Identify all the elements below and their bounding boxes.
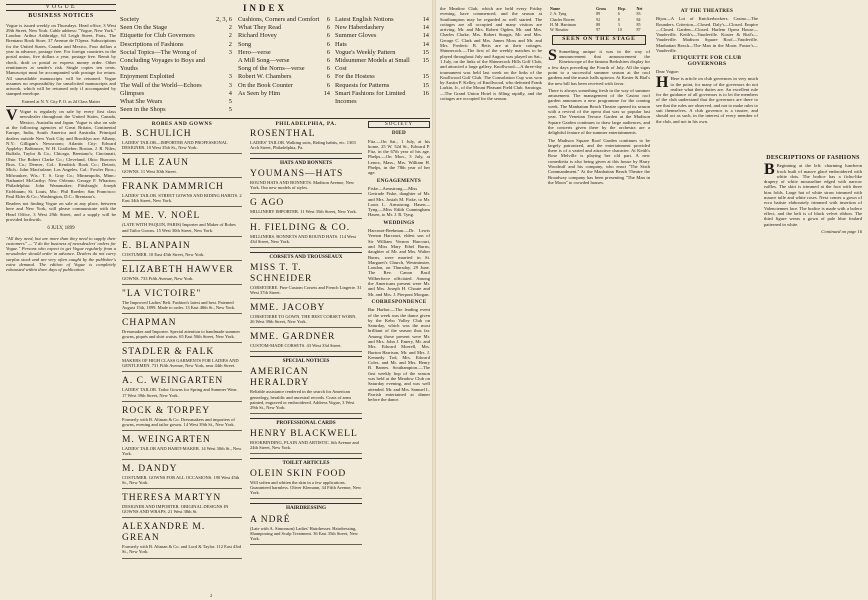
advertisement-text: Formerly with B. Altman & Co. and Lord & Taylor. 112 East 43rd St., New York. — [122, 544, 242, 555]
advertisement-text: Formerly with B. Altman & Co. Dressmakers and importers of gowns, evening and tailor gowns. 14 West 39th St., New York. — [122, 416, 235, 427]
advertisement-text: CUSTOM-MADE CORSETS. 43 West 33d Street. — [250, 343, 342, 349]
advertisement-text: GOWNS. 733 Fifth Avenue, New York. — [122, 275, 194, 281]
index-entry — [120, 73, 232, 81]
score-table-cell: 92 — [596, 16, 601, 22]
advertisement-text: CORSETIERE TO GOWN. THE BEST CORSET WORN. 26 West 39th Street, New York. — [250, 314, 357, 325]
ad-section-title: CORSETS AND TROUSSEAUX — [250, 252, 362, 260]
score-table-cell: 87 — [636, 27, 641, 33]
weddings-title: WEDDINGS — [383, 219, 415, 226]
advertisement — [122, 241, 242, 261]
correspondence-title: CORRESPONDENCE — [371, 298, 427, 305]
index-entry-page: 6 — [326, 32, 330, 40]
index-entry — [238, 57, 330, 65]
advertisement — [122, 406, 242, 431]
advertisement-text: COSTUMER. 10 East 45th Street, New York. — [122, 251, 205, 257]
advertisement — [122, 464, 242, 489]
advertisement-text: LADIES' TAILOR. Tailor Gowns for Spring and Summer Wear. 17 West 39th Street, New York. — [122, 387, 238, 398]
philadelphia-title: PHILADELPHIA, PA. — [275, 121, 337, 127]
advertisement-text: ROUND HATS AND BONNETS. Madison Avenue, New York. Our new models of styles. — [250, 180, 355, 191]
index-entry — [238, 73, 330, 81]
score-table-cell: 83 — [636, 11, 641, 17]
advertiser-name: G AGO — [250, 198, 285, 209]
score-table-cell: 89 — [596, 11, 601, 17]
advertisement — [122, 289, 242, 314]
index-entry-page: 14 — [323, 89, 330, 97]
advertisement — [122, 129, 242, 154]
advertisement-text: The Improved Ladies' Belt. Fashion's latest and best. Patented August 15th, 1899. Made to order. 13 East 48th St., New York. — [122, 299, 236, 310]
score-table-header: Gross — [596, 6, 607, 11]
died-text: Fitz.—On Sat., 1 July, at his home, 25 W. 52d St., Edward P. Fitz, in the 67th year of his age. Phelps.—On Mon., 3 July, at Lenox, Mass., Mrs. William H. Phelps, in the 78th year of her age. — [368, 138, 430, 176]
ad-section-title: TOILET ARTICLES — [250, 458, 362, 466]
index-entry — [120, 98, 232, 106]
advertisement-text: GOWNS. 11 West 30th Street. — [122, 169, 177, 175]
society-column — [368, 121, 430, 593]
score-table-cell: 84 — [636, 16, 641, 22]
index-entry — [238, 24, 330, 32]
index-entry-label: Hats — [335, 40, 347, 48]
index-entry — [238, 49, 330, 57]
seen-on-stage-title: SEEN ON THE STAGE — [552, 35, 646, 44]
score-table-cell: 6 — [617, 11, 620, 17]
advertiser-name: AMERICAN HERALDRY — [250, 367, 310, 389]
index-entry — [238, 41, 330, 49]
index-entry-page: 14 — [422, 32, 429, 40]
advertisement — [122, 318, 242, 343]
advertisement — [122, 158, 242, 178]
advertiser-name: HENRY BLACKWELL — [250, 428, 358, 439]
roof-garden-text: The Madison Square Roof Garden continues to be largely patronized, and the entertainment provided there is of a varied and attractive character. At Keith's Rose Melville is playing her old part. A new comedietta is also being given at this house by Harry Woodruff and his company, who enact "The Sixth Commandment." At the Manhattan Beach Theatre the Broadway company has been presenting "The Man in the Moon" to crowded houses. — [548, 137, 650, 185]
advertiser-name: M LLE ZAUN — [122, 158, 189, 169]
advertisement — [250, 303, 362, 328]
engagements-text: Fiske—Armstrong.—Miss Gertrude Fiske, daughter of Mr. and Mrs. Josiah M. Fiske, to Mr. Louis L. Armstrong. Hasen—Tyng.—Miss Edith Cunningham Hasen, to Mr. J. R. Tyng. — [368, 185, 430, 218]
advertisement-text: DESIGNER AND IMPORTER. ORIGINAL DESIGNS IN GOWNS AND WRAPS. 21 West 38th St. — [122, 504, 229, 515]
advertisement — [250, 429, 362, 454]
etiquette-salutation: Dear Vogue: — [656, 68, 679, 74]
score-table-cell: Charles Bowen — [550, 16, 575, 22]
weddings-text: Harcourt-Beekman.—Dr. Lewis Vernon Harcourt, eldest son of Sir William Vernon Harcourt, and Miss Mary Ethel Burns, daughter of Mr. and Mrs. Walter Burns, were married in St. Margaret's Church, Westminster, London, on Thursday, 29 June. The Rev. Canon Basil Wilberforce officiated. Among the Americans present were Mr. and Mrs. Joseph H. Choate and Mr. and Mrs. J. Pierpont Morgan. — [368, 228, 430, 297]
index-entry — [120, 90, 232, 98]
notice-text: Readers not finding Vogue on sale at any place, between here and New York, will please communicate with the Head Office, 3 West 29th Street, and a supply will be provided forthwith. — [6, 201, 116, 222]
index-entry — [120, 16, 232, 24]
advertiser-name: YOUMANS—HATS — [250, 169, 344, 180]
index-entry-page: 3 — [228, 48, 232, 56]
advertiser-name: ELIZABETH HAWVER — [122, 264, 234, 275]
advertisement — [122, 211, 242, 236]
left-page-number: 2 — [210, 593, 213, 598]
index-entry-label: Vogue's Weekly Pattern — [335, 48, 396, 56]
index-entry — [238, 32, 330, 40]
index-entry — [335, 24, 429, 32]
ads-column-hats-corsets — [250, 129, 362, 593]
index-entry-label: What She Wears — [120, 98, 163, 106]
index-column-2 — [238, 16, 330, 98]
advertisement-text: Will soften and whiten the skin in a few applications. Guaranteed harmless. Oliver Klemann, 34 Fifth Avenue, New York. — [250, 480, 362, 496]
index-entry-label: Requests for Patterns — [335, 81, 390, 89]
score-table-header: Name — [550, 6, 560, 11]
index-entry-page: 3 — [228, 81, 232, 89]
advertisement-text: BOOKBINDING, PLAIN AND ARTISTIC. 6th Avenue and 24th Street, New York. — [250, 439, 359, 450]
etiquette-text: H Here is article on club governors in very much to the point, for many of the governors do not realize what their duties are. An excellent rule for the guidance of all governors is to let the members of the club understand that the governors are there to see that the rules are observed, and not to make rules to suit themselves. A club governor is a trustee, and should act as such, in the interest of every member of the club, and not in his own. — [656, 74, 758, 124]
advertisement — [122, 182, 242, 207]
score-table-row — [548, 27, 650, 32]
advertiser-name: M. WEINGARTEN — [122, 434, 211, 445]
index-entry-page: 6 — [326, 65, 330, 73]
index-entry-page: 5 — [228, 98, 232, 106]
index-column-3 — [335, 16, 429, 106]
index-entry-label: Robert W. Chambers — [238, 73, 292, 81]
index-entry — [120, 106, 232, 114]
advertisement-text: Reliable assistance rendered in the search for American genealogy, heraldic and ancestral records. Coats of arms painted, engraved or embroidered. Address Vogue, 3 West 29th St., New York. — [250, 389, 355, 410]
index-entry-page: 6 — [326, 24, 330, 32]
engagements-title: ENGAGEMENTS — [376, 177, 422, 184]
index-entry-page: 15 — [422, 73, 429, 81]
index-bottom-rule — [120, 118, 430, 119]
index-entry-label: Cushions, Corners and Comfort — [238, 16, 320, 23]
advertisement — [122, 265, 242, 285]
advertiser-name: MME. GARDNER — [250, 332, 336, 343]
score-table-cell: 88 — [596, 21, 601, 27]
advertiser-name: CHAPMAN — [122, 318, 177, 329]
ad-section-title: HATS AND BONNETS — [250, 158, 362, 166]
advertisement-text: CORSETIERE. Fine Custom Corsets and French Lingerie. 31 West 37th Street. — [250, 284, 362, 295]
index-entry-page: 2 — [228, 32, 232, 40]
advertisement — [250, 367, 362, 413]
index-entry-page: 6 — [326, 40, 330, 48]
advertiser-name: STADLER & FALK — [122, 347, 215, 358]
ad-section-title: PROFESSIONAL CARDS — [250, 418, 362, 426]
index-entry — [335, 57, 429, 73]
advertisement-text: MILLINERY IMPORTER. 11 West 35th Street, New York. — [250, 209, 357, 215]
descriptions-text: B Beginning at the left: charming luncheon frock built of mauve glacé embroidered with white dots. The bodice has a fichu-like drapery of white mousseline edged with narrow ruffles. The skirt is trimmed at the foot with three bias folds. Large hat of white straw trimmed with mauve tulle and white roses. Next comes a gown of ecru batiste elaborately trimmed with insertion of Valenciennes lace. The bodice is made with a bolero effect, and the belt is of black velvet ribbon. The third figure wears a gown of pale blue foulard patterned in white. — [764, 161, 862, 227]
advertisement — [250, 515, 362, 545]
advertisement — [122, 435, 242, 460]
entered-notice: Entered at N. Y. City P. O. as 2d Class Matter — [21, 98, 101, 104]
advertiser-name: M. DANDY — [122, 463, 178, 474]
at-theatres-title: AT THE THEATRES — [680, 8, 734, 14]
index-entry-label: Smart Fashions for Limited Incomes — [335, 89, 406, 106]
date-line: 6 JULY, 1899 — [47, 226, 75, 232]
ads-column-robes — [122, 129, 242, 593]
divider — [6, 106, 116, 107]
advertiser-name: THERESA MARTYN — [122, 493, 222, 504]
society-ornament: SOCIETY — [368, 121, 430, 128]
index-entry-page: 5 — [228, 106, 232, 114]
vogue-agents-text: V Vogue is regularly on sale by every first class newsdealer throughout the United States, Canada, Mexico, Australia and Japan. Vogue is also on sale at the following agencies of Great Britain, Continental Europe, India, South America and Australia. Principal dealers outside New York City and Brooklyn are: Albany, N.Y.: Gilligan's Newsroom; Atlantic City: Edward Appleby; Baltimore, W. H. Gottlieber; Boston, J. R. Niles; Buffalo, Taylor & Co.; Chicago, Brentano's; Cincinnati, Ohio: The Robert Clarke Co.; Cleveland, Ohio: Burrows Bros. Co.; Denver, Col.: Kendrick Book Co.; Detroit, Mich.: John Macfarlane; Los Angeles, Cal.: Fowler Bros.; Milwaukee, Wis.: T. S. Gray Co.; Minneapolis, Minn.: Nathaniel McCarthy; New Orleans: George F. Wharton; Philadelphia: John Wanamaker; Pittsburgh: Joseph Eichbaum; St. Louis, Mo.: Phil Roeder; San Francisco: Paul Elder & Co.; Washington, D.C.: Brentano's. — [6, 107, 116, 199]
index-entry-label: The Wall of the World—Echoes — [120, 81, 202, 89]
index-entry — [238, 90, 330, 98]
advertisement-text: MAKERS OF HIGH CLASS GARMENTS FOR LADIES AND GENTLEMEN. 731 Fifth Avenue, New York, near 44th Street. — [122, 358, 239, 369]
advertisement — [122, 522, 242, 558]
advertisement — [250, 129, 362, 154]
advertiser-name: "LA VICTOIRE" — [122, 288, 202, 299]
advertiser-name: OLEIN SKIN FOOD — [250, 469, 347, 480]
advertisement — [250, 198, 362, 218]
correspondence-text: Bar Harbor.—The leading event of the week was the dance given by the Kebo Valley Club on Saturday, which was the most brilliant of the season thus far. Among those present were Mr. and Mrs. John J. Emery, Mr. and Mrs. Edward Morrell, Mrs. Burton Harrison, Mr. and Mrs. J. Kennedy Tod, Mrs. Edward Coles, and Mr. and Mrs. Henry B. Barnes. Southampton.—The first weekly hop of the season was held at the Meadow Club on Saturday evening, and was well attended. Mr. and Mrs. Samuel L. Parrish entertained at dinner before the dance. — [368, 307, 430, 403]
index-entry — [238, 65, 330, 73]
index-entry — [335, 32, 429, 40]
advertiser-name: A. C. WEINGARTEN — [122, 376, 224, 387]
score-table-cell: W. Rossiter — [550, 27, 569, 33]
index-entry-page: 14 — [422, 16, 429, 23]
index-entry — [120, 24, 232, 32]
advertisement-text: Dressmaker and Importer. Special attention to handmade summer gowns, piqués and shirt waists. 65 East 50th Street, New York. — [122, 329, 240, 340]
advertisement-text: LADIES' TAILOR—IMPORTER AND PROFESSIONAL DESIGNER. 10 West 35th St., New York. — [122, 140, 228, 151]
index-entry-page: 3 — [228, 73, 232, 81]
score-table-cell: 85 — [636, 21, 641, 27]
advertiser-name: B. SCHULICH — [122, 129, 192, 139]
advertisement — [250, 169, 362, 194]
advertisement — [250, 223, 362, 248]
descriptions-title: DESCRIPTIONS OF FASHIONS — [766, 155, 860, 161]
advertiser-name: M ME. V. NOËL — [122, 211, 201, 222]
index-entry-label: Midsummer Models at Small Cost — [335, 57, 410, 73]
score-table-cell: 3 — [617, 21, 620, 27]
index-entry — [335, 49, 429, 57]
advertiser-name: ALEXANDRE M. GREAN — [122, 522, 206, 544]
advertisement-text: LADIES' TAILOR. STREET GOWNS AND RIDING HABITS. 2 East 34th Street, New York. — [122, 193, 242, 204]
advertiser-name: ROCK & TORPEY — [122, 405, 211, 416]
society-continued-column — [440, 6, 542, 594]
advertisement — [250, 469, 362, 499]
score-table-cell: H. M. Harriman — [550, 21, 576, 27]
continued-note: Continued on page 16 — [821, 228, 862, 234]
index-entry-label: Song — [238, 40, 252, 48]
advertiser-name: ROSENTHAL — [250, 129, 316, 139]
index-entry — [335, 16, 429, 24]
etiquette-column — [656, 6, 758, 594]
advertisement-text: LADIES' TAILOR AND HABIT-MAKER. 14 West 30th St., New York. — [122, 445, 242, 456]
index-entry-label: As Seen by Him — [238, 89, 281, 97]
index-entry-page: 14 — [422, 40, 429, 48]
index-entry-label: A Mill Song—verse — [238, 57, 290, 65]
stage-column — [548, 6, 650, 594]
score-table-header: Hcp. — [617, 6, 626, 11]
fashions-column — [764, 6, 862, 594]
index-entry-label: Richard Hovey — [238, 32, 277, 40]
score-table-cell: J. A. Tyng — [550, 11, 567, 17]
advertisement — [122, 493, 242, 518]
index-entry-page: 16 — [422, 89, 429, 97]
index-entry-label: Social Topics—The Wrong of Concluding Voyages to Boys and Youths — [120, 48, 205, 73]
advertisement — [250, 332, 362, 352]
index-entry-page: 14 — [422, 24, 429, 32]
index-entry-page: 15 — [422, 57, 429, 65]
theatres-list: Bijou—A Lot of Knickerbockers. Casino—The Rounders. Criterion—Closed. Daly's—Closed. Empire—Closed. Garden—Closed. Harlem Opera House—Vaudeville. Keith's—Vaudeville. Koster & Bial's—Vaudeville. Madison Square Roof—Vaudeville. Manhattan Beach—The Man in the Moon. Pastor's—Vaudeville. — [656, 16, 758, 54]
business-notices-title: BUSINESS NOTICES — [28, 13, 94, 20]
index-entry-page: 6 — [326, 57, 330, 65]
ad-section-title: SPECIAL NOTICES — [250, 356, 362, 364]
index-entry-label: On the Book Counter — [238, 81, 293, 89]
advertisement — [250, 263, 362, 299]
advertisement — [122, 376, 242, 401]
score-table-cell: 10 — [617, 27, 622, 33]
index-entry-page: 15 — [422, 81, 429, 89]
advertisement-text: LADIES' TAILOR. Walking suits, Riding habits, etc. 1303 Arch Street, Philadelphia, Pa. — [250, 140, 356, 151]
left-sidebar-column — [6, 4, 116, 592]
index-entry — [335, 73, 429, 81]
index-entry-page: 2, 3, 6 — [216, 16, 232, 23]
index-entry — [335, 90, 429, 106]
score-table-cell: 97 — [596, 27, 601, 33]
advertiser-name: H. FIELDING & CO. — [250, 222, 351, 233]
index-entry-page: 4 — [228, 89, 232, 97]
advertiser-name: MME. JACOBY — [250, 303, 326, 314]
advertiser-name: MISS T. T. SCHNEIDER — [250, 262, 313, 284]
index-entry-label: Enjoyment Exploited — [120, 73, 175, 81]
index-entry-label: Etiquette for Club Governors — [120, 32, 195, 40]
index-entry-label: New Haberdashery — [335, 24, 385, 32]
index-entry-page: 6 — [326, 73, 330, 81]
advertiser-name: E. BLANPAIN — [122, 240, 191, 251]
index-entry-page: 6 — [326, 16, 330, 23]
index-entry — [238, 82, 330, 90]
etiquette-title: ETIQUETTE FOR CLUB GOVERNORS — [672, 55, 742, 67]
seen-on-stage-text: There is always something fresh in the way of summer amusement. The management of the Casino roof garden announces a new programme for the coming week. The Manhattan Beach Theatre opened its season with a revival of the opera that was so popular last year. The Venetian Terrace Garden at the Madison Square Garden continues to draw large audiences, and the concerts given there by the orchestra are a delightful feature of the summer entertainments. — [548, 87, 650, 136]
index-column-1 — [120, 16, 232, 114]
index-entry — [238, 16, 330, 24]
robes-gowns-title: ROBES AND GOWNS — [151, 121, 213, 127]
index-entry-label: Summer Gloves — [335, 32, 377, 40]
index-entry-page: 6 — [326, 48, 330, 56]
stage-intro-text: S Something unique it was in the way of announcement that announcement the Kinetoscope of the famous Berkshires display for a few days preceding the Fourth of July. All the signs point to a successful summer season at the roof gardens and the music halls uptown. At Koster & Bial's the new bill has been received with favor. — [548, 46, 650, 86]
index-entry — [335, 82, 429, 90]
advertiser-name: A NDRÉ — [250, 514, 291, 525]
page-fold — [432, 0, 436, 600]
index-entry — [120, 82, 232, 90]
society-continued-text: the Meadow Club, which are held every Friday evening, have commenced, and the season at Southampton may be regarded as well started. The cottages are all occupied and many visitors are arriving. Mr. and Mrs. Robert Ogden, Mr. and Mrs. Charles Clarke, Mrs. Robert Sturgis, Mr. and Mrs. George C. Clark and Mrs. James Moss and Mr. and Mrs. Frederic B. Betts are at their cottages. Shinnecock.—The first of the weekly matches to be played throughout July and August was played on Sat., 1 July, on the links of the Shinnecock Hills Golf Club, and attracted a large gallery. Knollwood.—A three-day tournament was held last week on the links of the Knollwood Golf Club. The Consolation Cup was won by Austin P. Kelley, of Knollwood, who defeated Frank Larkin, Jr., of the Mount Pleasant Field Club. Saratoga.—The Grand Union Hotel is filling rapidly, and the cottages are occupied for the season. — [440, 6, 542, 102]
index-entry-label: Hero—verse — [238, 48, 271, 56]
advertisement-text: (Late with A. Simonson) Ladies' Hairdresser. Hairdressing, Shampooing and Scalp Treatment. 36 East 35th Street, New York. — [250, 525, 358, 541]
index-entry-label: Seen On the Stage — [120, 24, 168, 32]
advertisement-text: MILLINERS. BONNETS AND ROUND HATS. 114 West 43d Street, New York. — [250, 233, 356, 244]
score-table-cell: 8 — [617, 16, 620, 22]
index-entry-page: 6 — [326, 81, 330, 89]
index-entry-label: Glimpses — [120, 89, 145, 97]
index-entry-label: What They Read — [238, 24, 282, 32]
died-title: DIED — [391, 130, 407, 137]
advertisement — [122, 347, 242, 372]
advertiser-name: FRANK DAMMRICH — [122, 182, 224, 193]
index-entry — [120, 41, 232, 49]
index-entry-label: For the Hostess — [335, 73, 375, 81]
index-entry-label: Latest English Notions — [335, 16, 394, 23]
index-entry-page: 2 — [228, 24, 232, 32]
index-entry — [120, 49, 232, 74]
index-entry — [335, 41, 429, 49]
ad-section-title: HAIRDRESSING — [250, 503, 362, 511]
score-table — [548, 6, 650, 32]
index-entry-label: Descriptions of Fashions — [120, 40, 184, 48]
index-entry-page: 15 — [422, 48, 429, 56]
score-table-header: Net — [636, 6, 643, 11]
quote-text: "All they need, but are more than they need to supply their customers" — "I do the business of newsdealers' orders for Vogue." Persons who expect to get Vogue regularly from a newsdealer should order in advance. Dealers do not carry surplus stock and are very often caught by the publisher's extra demand. The edition of Vogue is completely exhausted within three days of publication. — [6, 235, 116, 273]
masthead: VOGUE — [6, 4, 116, 11]
index-entry-label: Song of the Norns—verse — [238, 65, 305, 73]
advertisement-text: COSTUMER. GOWNS FOR ALL OCCASIONS. 190 West 45th St., New York. — [122, 474, 240, 486]
index-entry-label: Seen in the Shops — [120, 106, 166, 114]
index-entry — [120, 32, 232, 40]
index-entry-page: 2 — [228, 40, 232, 48]
advertisement-text: (LATE WITH PAQUIN, PARIS) Importer and Maker of Robes and Tailor Gowns. 15 West 30th Street, New York. — [122, 222, 236, 233]
index-entry-label: Society — [120, 16, 140, 23]
business-notices-text: Vogue is issued weekly on Thursdays. Head office, 3 West 29th Street, New York. Cable address: "Vogue, New York." London: Arthur Ashbridge, 64 Leigh Street, Paris, The Brentano Book Store, 37 Avenue de l'Opera. Subscriptions for the United States, Canada and Mexico, Four dollars a year in advance, postage free. For foreign countries in the postal union, five dollars a year, postage free. Remit by check, draft or postal or express money order. Other remittances at sender's risk. Single copies ten cents. Manuscript must be accompanied with postage for return. All unavailable manuscripts will be returned. Vogue assumes no responsibility for unsolicited manuscripts and artwork, which will be returned only if accompanied by stamped envelope. — [6, 22, 116, 97]
index-title: INDEX — [242, 3, 287, 13]
